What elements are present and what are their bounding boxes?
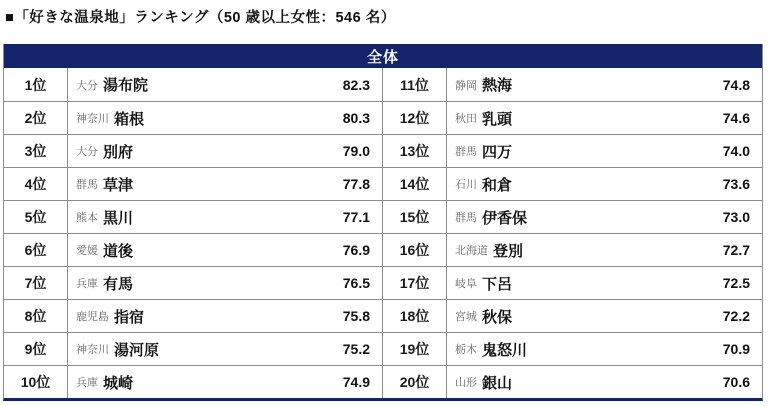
prefecture-label: 静岡: [455, 79, 477, 92]
prefecture-label: 愛媛: [76, 245, 98, 257]
onsen-name: 銀山: [482, 374, 513, 392]
score-value: 74.8: [722, 76, 750, 93]
rank-cell: 11位: [383, 68, 447, 101]
rank-cell: 15位: [383, 201, 447, 233]
onsen-name: 四万: [482, 143, 513, 161]
rank-cell: 2位: [4, 102, 68, 134]
onsen-name: 秋保: [482, 308, 513, 326]
prefecture-label: 岐阜: [455, 278, 477, 290]
prefecture-label: 山形: [455, 377, 477, 389]
onsen-name: 指宿: [114, 308, 145, 326]
score-value: 75.2: [342, 341, 370, 357]
table-row: [4, 266, 762, 299]
onsen-name: 登別: [493, 242, 524, 260]
rank-cell: 13位: [383, 135, 447, 167]
rank-cell: 19位: [383, 333, 447, 365]
onsen-cell: [68, 102, 383, 134]
score-value: 77.1: [342, 209, 370, 225]
onsen-cell: [68, 300, 383, 332]
table-row: [4, 68, 762, 101]
table-row: [4, 332, 762, 365]
ranking-table: [3, 44, 763, 401]
score-value: 73.0: [722, 209, 750, 225]
prefecture-label: 栃木: [455, 344, 477, 356]
onsen-name: 乳頭: [482, 110, 513, 128]
score-value: 79.0: [342, 143, 370, 159]
onsen-name: 箱根: [114, 110, 145, 128]
rank-cell: 4位: [4, 168, 68, 200]
prefecture-label: 群馬: [455, 212, 477, 224]
onsen-name: 下呂: [482, 275, 513, 293]
onsen-name: 伊香保: [482, 209, 528, 227]
onsen-cell: [447, 300, 762, 332]
rank-cell: 6位: [4, 234, 68, 266]
prefecture-label: 大分: [76, 79, 98, 92]
onsen-cell: [447, 201, 762, 233]
score-value: 72.2: [722, 308, 750, 324]
prefecture-label: 熊本: [76, 212, 98, 224]
onsen-name: 城崎: [103, 374, 134, 392]
score-value: 76.5: [342, 275, 370, 291]
score-value: 70.9: [722, 341, 750, 357]
onsen-cell: [68, 135, 383, 167]
table-row: [4, 167, 762, 200]
onsen-name: 別府: [103, 143, 134, 161]
onsen-cell: [68, 201, 383, 233]
onsen-name: 草津: [103, 176, 134, 194]
onsen-cell: [447, 135, 762, 167]
score-value: 70.6: [722, 374, 750, 390]
onsen-cell: [68, 68, 383, 101]
score-value: 80.3: [342, 110, 370, 126]
rank-cell: 14位: [383, 168, 447, 200]
rank-cell: 17位: [383, 267, 447, 299]
prefecture-label: 兵庫: [76, 377, 98, 389]
score-value: 82.3: [342, 76, 370, 93]
onsen-cell: [447, 168, 762, 200]
onsen-cell: [68, 168, 383, 200]
rank-cell: 12位: [383, 102, 447, 134]
onsen-cell: [447, 68, 762, 101]
onsen-cell: [447, 333, 762, 365]
rank-cell: 5位: [4, 201, 68, 233]
table-row: [4, 299, 762, 332]
table-header: 全体: [4, 44, 762, 68]
onsen-cell: [447, 267, 762, 299]
table-row: [4, 233, 762, 266]
onsen-name: 有馬: [103, 275, 134, 293]
onsen-name: 黒川: [103, 209, 134, 227]
onsen-cell: [68, 267, 383, 299]
onsen-cell: [447, 102, 762, 134]
prefecture-label: 神奈川: [76, 113, 109, 125]
rank-cell: 10位: [4, 366, 68, 398]
rank-cell: 7位: [4, 267, 68, 299]
onsen-name: 湯布院: [103, 77, 149, 94]
score-value: 74.9: [342, 374, 370, 390]
prefecture-label: 秋田: [455, 113, 477, 125]
onsen-cell: [68, 234, 383, 266]
prefecture-label: 鹿児島: [76, 311, 109, 323]
onsen-name: 和倉: [482, 176, 513, 194]
table-row: [4, 134, 762, 167]
table-row: [4, 101, 762, 134]
table-row: [4, 365, 762, 398]
score-value: 73.6: [722, 176, 750, 192]
rank-cell: 1位: [4, 68, 68, 101]
score-value: 77.8: [342, 176, 370, 192]
rank-cell: 8位: [4, 300, 68, 332]
prefecture-label: 宮城: [455, 311, 477, 323]
onsen-cell: [68, 366, 383, 398]
prefecture-label: 石川: [455, 179, 477, 191]
score-value: 76.9: [342, 242, 370, 258]
prefecture-label: 大分: [76, 146, 98, 158]
onsen-name: 鬼怒川: [482, 341, 528, 359]
onsen-name: 道後: [103, 242, 134, 260]
rank-cell: 3位: [4, 135, 68, 167]
table-body: [4, 68, 762, 398]
onsen-cell: [68, 333, 383, 365]
score-value: 72.7: [722, 242, 750, 258]
onsen-cell: [447, 234, 762, 266]
page-title: ■「好きな温泉地」ランキング（50 歳以上女性：546 名）: [5, 10, 396, 26]
onsen-cell: [447, 366, 762, 398]
table-row: [4, 200, 762, 233]
prefecture-label: 北海道: [455, 245, 488, 257]
prefecture-label: 兵庫: [76, 278, 98, 290]
score-value: 74.6: [722, 110, 750, 126]
prefecture-label: 群馬: [455, 146, 477, 158]
onsen-name: 湯河原: [114, 341, 160, 359]
score-value: 75.8: [342, 308, 370, 324]
score-value: 72.5: [722, 275, 750, 291]
rank-cell: 20位: [383, 366, 447, 398]
rank-cell: 9位: [4, 333, 68, 365]
rank-cell: 16位: [383, 234, 447, 266]
prefecture-label: 群馬: [76, 179, 98, 191]
onsen-name: 熱海: [482, 77, 513, 94]
prefecture-label: 神奈川: [76, 344, 109, 356]
rank-cell: 18位: [383, 300, 447, 332]
score-value: 74.0: [722, 143, 750, 159]
